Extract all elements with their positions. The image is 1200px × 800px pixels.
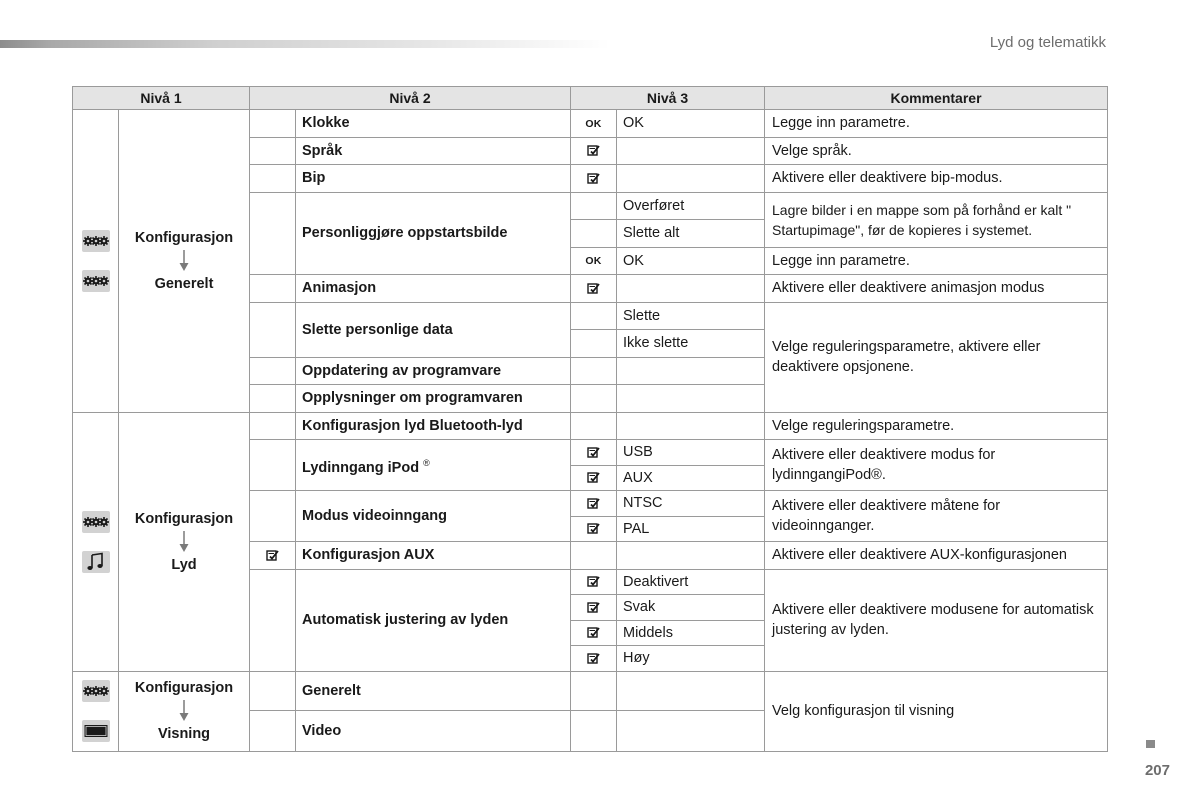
level3-value: Overføret <box>617 192 765 220</box>
group3-level1 <box>119 671 250 751</box>
level3-value: OK <box>617 247 765 275</box>
comment: Velge reguleringsparametre. <box>765 412 1108 440</box>
level2-generelt: Generelt <box>296 671 571 710</box>
comment: Velg konfigurasjon til visning <box>765 671 1108 751</box>
level2-sprak: Språk <box>296 137 571 165</box>
level2-slette: Slette personlige data <box>296 302 571 357</box>
comment: Aktivere eller deaktivere måtene for videoinnganger. <box>765 491 1108 542</box>
level3-value: PAL <box>617 516 765 542</box>
level2-startup: Personliggjøre oppstartsbilde <box>296 192 571 275</box>
section-title: Lyd og telematikk <box>989 34 1106 51</box>
table-row <box>73 412 1108 440</box>
level2-animasjon: Animasjon <box>296 275 571 303</box>
gear-icon <box>82 270 110 292</box>
level2-klokke: Klokke <box>296 110 571 138</box>
screen-icon <box>82 720 110 742</box>
table-row <box>73 110 1108 138</box>
level2-video-display: Video <box>296 710 571 751</box>
col-header-level2: Nivå 2 <box>250 87 571 110</box>
comment: Aktivere eller deaktivere AUX-konfigurasjonen <box>765 542 1108 570</box>
checkbox-icon <box>571 569 617 595</box>
gear-icon <box>82 511 110 533</box>
comment: Aktivere eller deaktivere modusene for automatisk justering av lyden. <box>765 569 1108 671</box>
col-header-level1: Nivå 1 <box>73 87 250 110</box>
level1-label: Konfigurasjon <box>134 680 234 696</box>
checkbox-icon <box>571 137 617 165</box>
group3-icons <box>73 671 119 751</box>
col-header-level3: Nivå 3 <box>571 87 765 110</box>
comment: Aktivere eller deaktivere modus for lydinngangiPod®. <box>765 440 1108 491</box>
level1-label: Konfigurasjon <box>134 229 234 246</box>
level2-bluetooth: Konfigurasjon lyd Bluetooth-lyd <box>296 412 571 440</box>
arrow-down-icon <box>178 250 190 272</box>
level2-bip: Bip <box>296 165 571 193</box>
level3-value: Slette alt <box>617 220 765 248</box>
level1-sublabel: Lyd <box>171 556 197 573</box>
checkbox-icon <box>571 646 617 672</box>
level2-video: Modus videoinngang <box>296 491 571 542</box>
ok-icon: OK <box>571 247 617 275</box>
level3-value: AUX <box>617 465 765 491</box>
checkbox-icon <box>571 595 617 621</box>
level3-value: Slette <box>617 302 765 330</box>
group1-level1 <box>119 110 250 413</box>
level3-value: USB <box>617 440 765 466</box>
level3-value: Middels <box>617 620 765 646</box>
level2-ipod: Lydinngang iPod ® <box>296 440 571 491</box>
level2-auto: Automatisk justering av lyden <box>296 569 571 671</box>
level2-oppdatering: Oppdatering av programvare <box>296 357 571 385</box>
gear-icon <box>82 230 110 252</box>
level3-value: Svak <box>617 595 765 621</box>
checkbox-icon <box>571 516 617 542</box>
checkbox-icon <box>571 491 617 517</box>
comment: Legge inn parametre. <box>765 247 1108 275</box>
settings-table <box>72 86 1108 752</box>
arrow-down-icon <box>178 700 190 722</box>
level3-value: OK <box>617 110 765 138</box>
gear-icon <box>82 680 110 702</box>
table-row <box>73 671 1108 710</box>
arrow-down-icon <box>178 531 190 553</box>
page-number: 207 <box>1144 762 1170 779</box>
comment: Aktivere eller deaktivere bip-modus. <box>765 165 1108 193</box>
checkbox-icon <box>571 440 617 466</box>
ok-icon: OK <box>571 110 617 138</box>
header-decor-bar <box>0 40 610 48</box>
checkbox-icon <box>571 275 617 303</box>
level1-sublabel: Generelt <box>154 275 214 292</box>
music-note-icon <box>82 551 110 573</box>
page-marker <box>1146 740 1155 748</box>
level3-value: Høy <box>617 646 765 672</box>
group2-level1 <box>119 412 250 671</box>
comment: Velge språk. <box>765 137 1108 165</box>
group2-icons <box>73 412 119 671</box>
table-header-row <box>73 87 1108 110</box>
checkbox-icon <box>571 165 617 193</box>
level3-value: NTSC <box>617 491 765 517</box>
checkbox-icon <box>250 542 296 570</box>
comment: Lagre bilder i en mappe som på forhånd er kalt " Startupimage", før de kopieres i systemet. <box>765 192 1108 247</box>
col-header-comments: Kommentarer <box>765 87 1108 110</box>
comment: Aktivere eller deaktivere animasjon modus <box>765 275 1108 303</box>
comment: Legge inn parametre. <box>765 110 1108 138</box>
comment: Velge reguleringsparametre, aktivere eller deaktivere opsjonene. <box>765 302 1108 412</box>
level1-label: Konfigurasjon <box>134 510 234 527</box>
level1-sublabel: Visning <box>157 726 211 742</box>
level3-value: Ikke slette <box>617 330 765 358</box>
checkbox-icon <box>571 620 617 646</box>
level2-opplysninger: Opplysninger om programvaren <box>296 385 571 413</box>
group1-icons <box>73 110 119 413</box>
checkbox-icon <box>571 465 617 491</box>
level2-aux: Konfigurasjon AUX <box>296 542 571 570</box>
level3-value: Deaktivert <box>617 569 765 595</box>
